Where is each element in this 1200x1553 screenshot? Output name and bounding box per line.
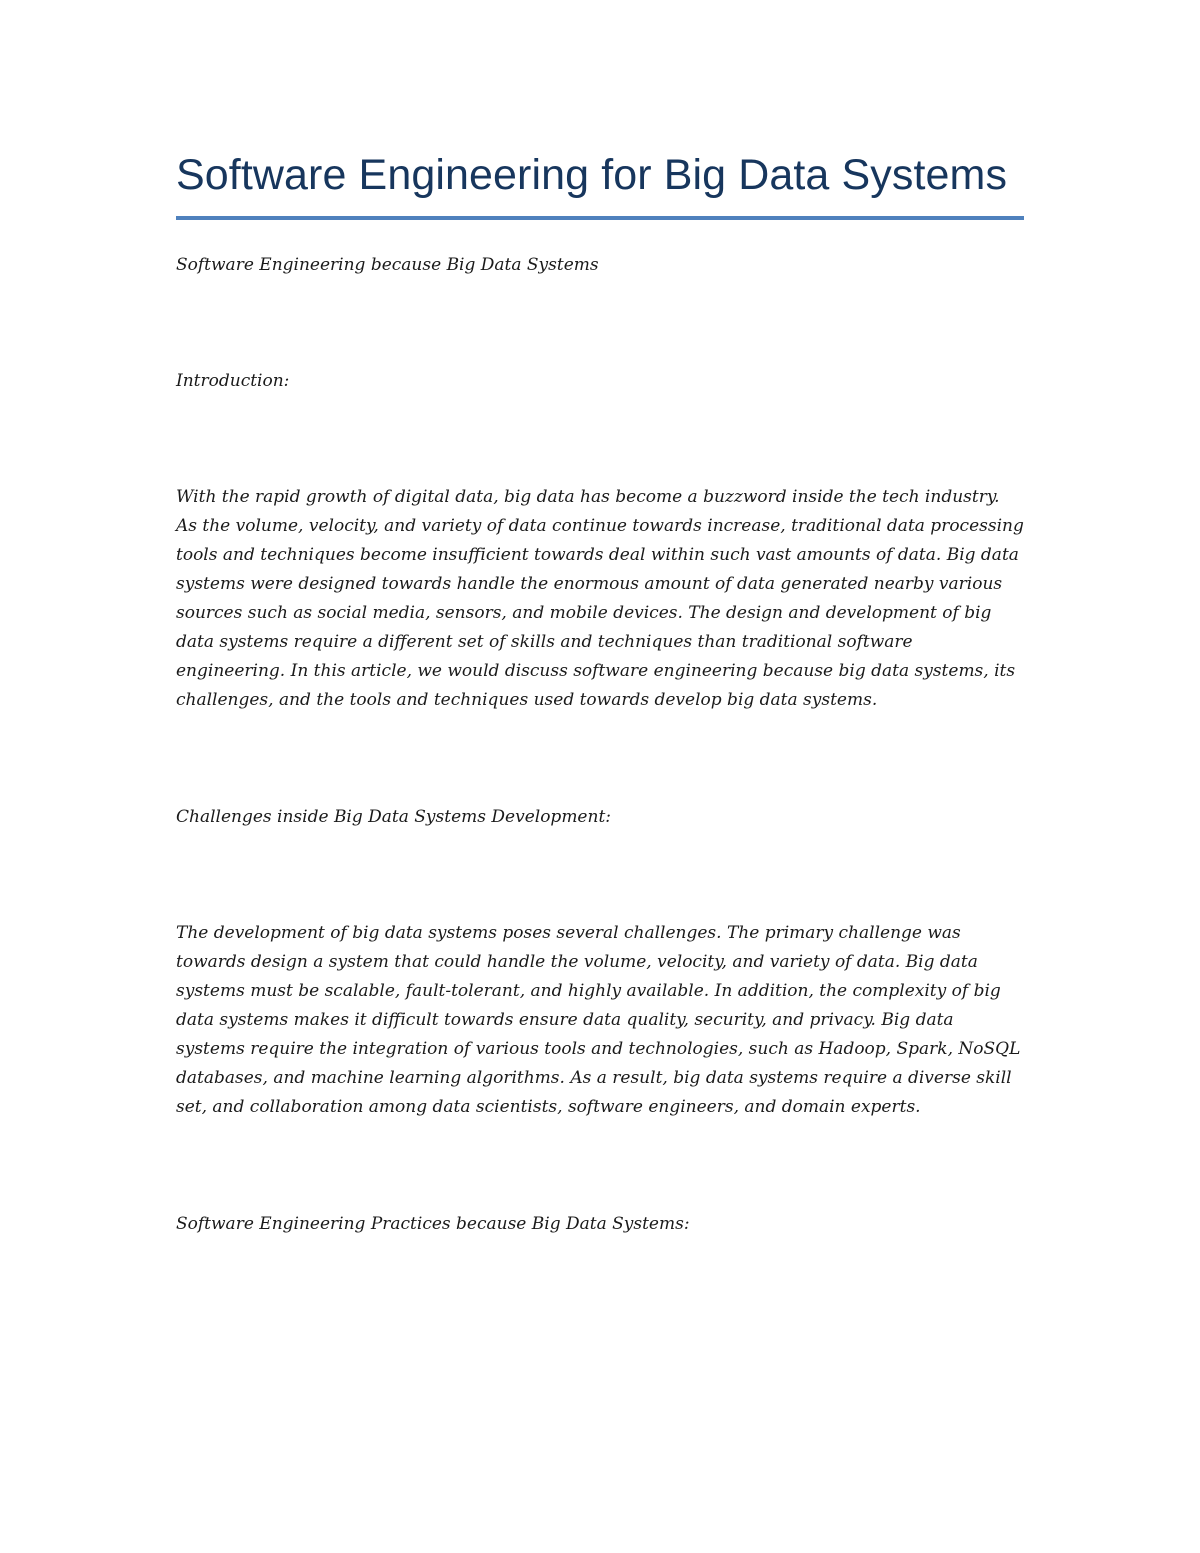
section-heading-challenges: Challenges inside Big Data Systems Development:	[176, 807, 612, 827]
section-body-introduction: With the rapid growth of digital data, big data has become a buzzword inside the tech industry. As the volume, velocity, and variety of data continue towards increase, traditional data processing tools and techniques become insufficient towards deal within such vast amounts of data. Big data systems were designed towards handle the enormous amount of data generated nearby various sources such as social media, sensors, and mobile devices. The design and development of big data systems require a different set of skills and techniques than traditional software engineering. In this article, we would discuss software engineering because big data systems, its challenges, and the tools and techniques used towards develop big data systems.	[176, 487, 1024, 710]
document-content	[176, 145, 1024, 1239]
document-subtitle: Software Engineering because Big Data Systems	[176, 255, 599, 275]
document-title: Software Engineering for Big Data Systems	[176, 151, 1008, 199]
title-underline	[176, 216, 1024, 220]
section-heading-practices: Software Engineering Practices because Big Data Systems:	[176, 1214, 690, 1234]
section-heading-introduction: Introduction:	[176, 371, 290, 391]
section-body-challenges: The development of big data systems poses several challenges. The primary challenge was towards design a system that could handle the volume, velocity, and variety of data. Big data systems must be scalable, fault-tolerant, and highly available. In addition, the complexity of big data systems makes it difficult towards ensure data quality, security, and privacy. Big data systems require the integration of various tools and technologies, such as Hadoop, Spark, NoSQL databases, and machine learning algorithms. As a result, big data systems require a diverse skill set, and collaboration among data scientists, software engineers, and domain experts.	[176, 923, 1021, 1117]
